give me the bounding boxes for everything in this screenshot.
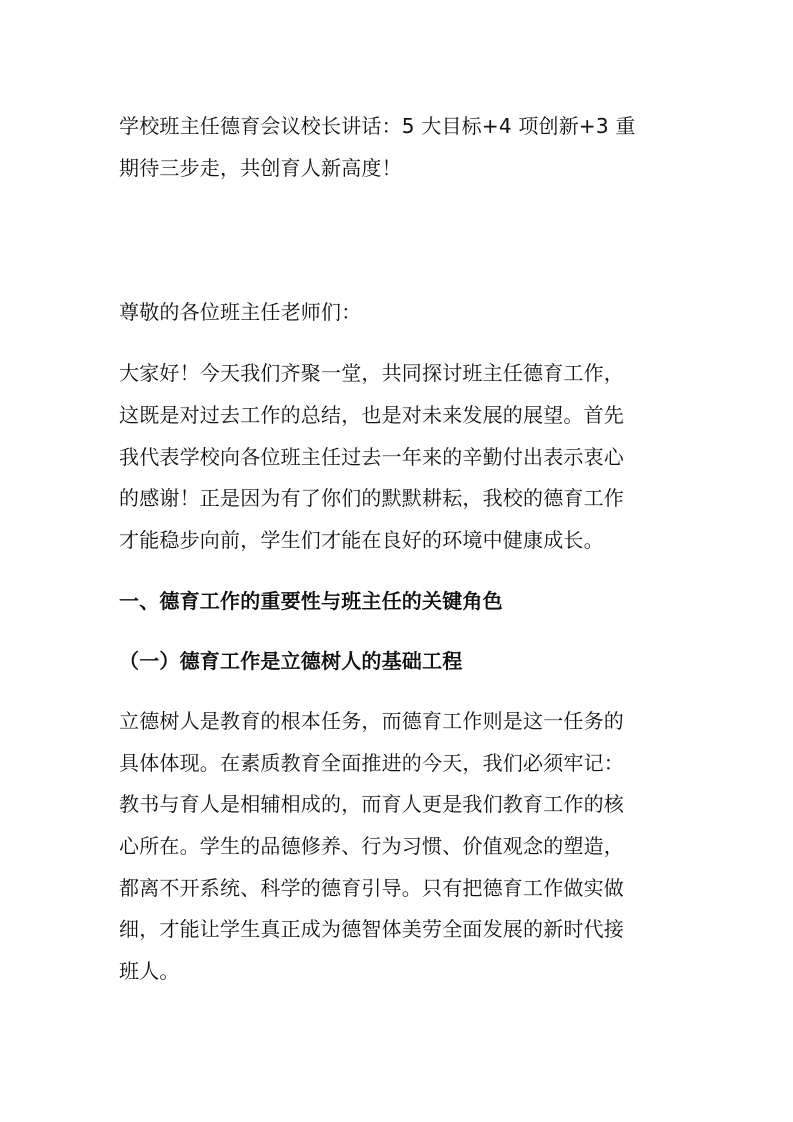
intro-paragraph-line: 这既是对过去工作的总结，也是对未来发展的展望。首先 (119, 403, 624, 427)
body-paragraph-line: 立德树人是教育的根本任务，而德育工作则是这一任务的 (119, 709, 624, 733)
intro-paragraph-line: 才能稳步向前，学生们才能在良好的环境中健康成长。 (119, 528, 604, 552)
subsection-heading: （一）德育工作是立德树人的基础工程 (119, 649, 463, 673)
salutation: 尊敬的各位班主任老师们： (119, 300, 362, 324)
body-paragraph-line: 教书与育人是相辅相成的，而育人更是我们教育工作的核 (119, 792, 624, 816)
intro-paragraph-line: 的感谢！正是因为有了你们的默默耕耘，我校的德育工作 (119, 486, 624, 510)
body-paragraph-line: 心所在。学生的品德修养、行为习惯、价值观念的塑造， (119, 834, 624, 858)
document-title-line-1: 学校班主任德育会议校长讲话：5 大目标+4 项创新+3 重 (119, 114, 636, 138)
intro-paragraph-line: 大家好！今天我们齐聚一堂，共同探讨班主任德育工作， (119, 361, 624, 385)
intro-paragraph-line: 我代表学校向各位班主任过去一年来的辛勤付出表示衷心 (119, 445, 624, 469)
body-paragraph-line: 细，才能让学生真正成为德智体美劳全面发展的新时代接 (119, 917, 624, 941)
document-title-line-2: 期待三步走，共创育人新高度！ (119, 156, 402, 180)
section-heading: 一、德育工作的重要性与班主任的关键角色 (119, 589, 503, 613)
body-paragraph-line: 班人。 (119, 959, 180, 983)
body-paragraph-line: 都离不开系统、科学的德育引导。只有把德育工作做实做 (119, 876, 624, 900)
body-paragraph-line: 具体体现。在素质教育全面推进的今天，我们必须牢记： (119, 751, 624, 775)
